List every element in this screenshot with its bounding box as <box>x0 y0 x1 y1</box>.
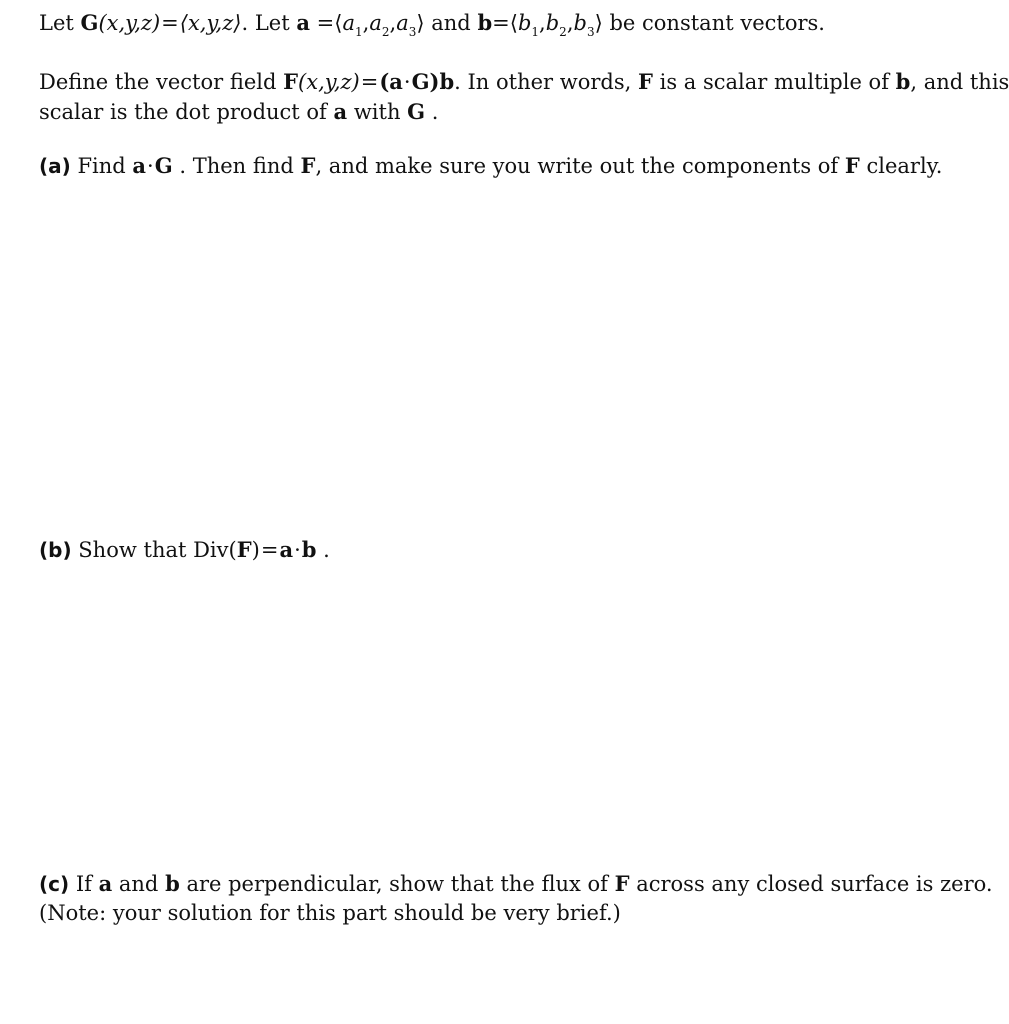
define-text: Define the vector field <box>39 70 277 94</box>
part-a-text: , and make sure you write out the components of <box>315 154 839 178</box>
subscript: 1 <box>355 25 363 39</box>
part-c-note: (Note: your solution for this part should be very brief.) <box>39 901 621 925</box>
comma: , <box>362 11 370 35</box>
comma: , <box>539 11 546 35</box>
equals-sign: = <box>492 11 510 35</box>
subscript: 2 <box>381 25 390 39</box>
vector-a: a <box>389 69 403 94</box>
part-a-text: Find <box>77 154 126 178</box>
vector-G: G <box>80 10 99 35</box>
part-c-text: If <box>75 872 92 896</box>
paren-close: ) <box>429 69 440 94</box>
vector-F: F <box>614 871 630 896</box>
vector-F: F <box>300 153 316 178</box>
angle-close: ⟩ <box>416 11 425 35</box>
vector-a: a <box>333 99 348 124</box>
part-a-text: . Then find <box>179 154 294 178</box>
part-a-question <box>39 151 942 181</box>
part-b-label: (b) <box>39 538 72 562</box>
b-component: b <box>517 11 532 35</box>
subscript: 3 <box>586 25 595 39</box>
define-text: with <box>353 100 401 124</box>
dot-operator: · <box>147 154 154 178</box>
b-component: b <box>545 11 560 35</box>
define-line-2 <box>39 97 1009 127</box>
paren-open: ( <box>379 69 390 94</box>
vector-b: b <box>439 69 455 94</box>
part-c-text: across any closed surface is zero. <box>636 872 993 896</box>
vector-F: F <box>638 69 653 94</box>
F-args: (x,y,z) <box>298 70 360 94</box>
vector-F: F <box>236 537 252 562</box>
equals-sign: = <box>360 70 379 94</box>
comma: , <box>389 11 397 35</box>
part-c-line-1 <box>39 869 993 899</box>
subscript: 1 <box>531 25 540 39</box>
define-text: is a scalar multiple of <box>659 70 889 94</box>
period: . <box>431 100 439 124</box>
angle-open: ⟨ <box>334 11 343 35</box>
G-args: (x,y,z) <box>98 11 161 35</box>
equals-sign: = <box>316 11 335 35</box>
define-paragraph <box>39 67 1009 127</box>
define-line-1 <box>39 67 1009 97</box>
period: . <box>323 538 330 562</box>
subscript: 3 <box>408 25 417 39</box>
vector-b: b <box>895 69 911 94</box>
angle-open: ⟨ <box>509 11 518 35</box>
vector-a: a <box>279 537 294 562</box>
vector-F: F <box>283 69 299 94</box>
vector-a: a <box>296 10 310 35</box>
part-c-text: are perpendicular, show that the flux of <box>186 872 608 896</box>
vector-b: b <box>301 537 317 562</box>
b-component: b <box>573 11 587 35</box>
intro-paragraph <box>39 8 825 41</box>
subscript: 2 <box>559 25 567 39</box>
equals-sign: = <box>260 538 279 562</box>
part-b-text: ) <box>251 538 260 562</box>
part-a-label: (a) <box>39 154 71 178</box>
intro-let: Let <box>39 11 74 35</box>
equals-sign: = <box>161 11 179 35</box>
define-text: , and this <box>910 70 1009 94</box>
dot-operator: · <box>403 70 411 94</box>
part-c-text: and <box>118 872 159 896</box>
G-value: ⟨x,y,z⟩ <box>179 11 242 35</box>
dot-operator: · <box>294 538 301 562</box>
define-text: . In other words, <box>454 70 632 94</box>
comma: , <box>566 11 574 35</box>
part-a-text: clearly. <box>866 154 943 178</box>
vector-b: b <box>477 10 493 35</box>
vector-G: G <box>407 99 426 124</box>
vector-a: a <box>132 153 147 178</box>
part-c-question <box>39 869 993 928</box>
and-word: and <box>431 11 471 35</box>
angle-close: ⟩ <box>594 11 603 35</box>
period: . <box>241 11 249 35</box>
vector-G: G <box>411 69 430 94</box>
a-component: a <box>342 11 355 35</box>
vector-G: G <box>154 153 173 178</box>
part-c-label: (c) <box>39 872 70 896</box>
define-text: scalar is the dot product of <box>39 100 327 124</box>
intro-tail: be constant vectors. <box>609 11 825 35</box>
intro-let-2: Let <box>254 11 290 35</box>
part-b-text: Show that Div( <box>78 538 237 562</box>
part-b-question <box>39 535 330 565</box>
vector-a: a <box>98 871 113 896</box>
vector-b: b <box>165 871 180 896</box>
a-component: a <box>369 11 382 35</box>
vector-F: F <box>844 153 860 178</box>
a-component: a <box>396 11 409 35</box>
